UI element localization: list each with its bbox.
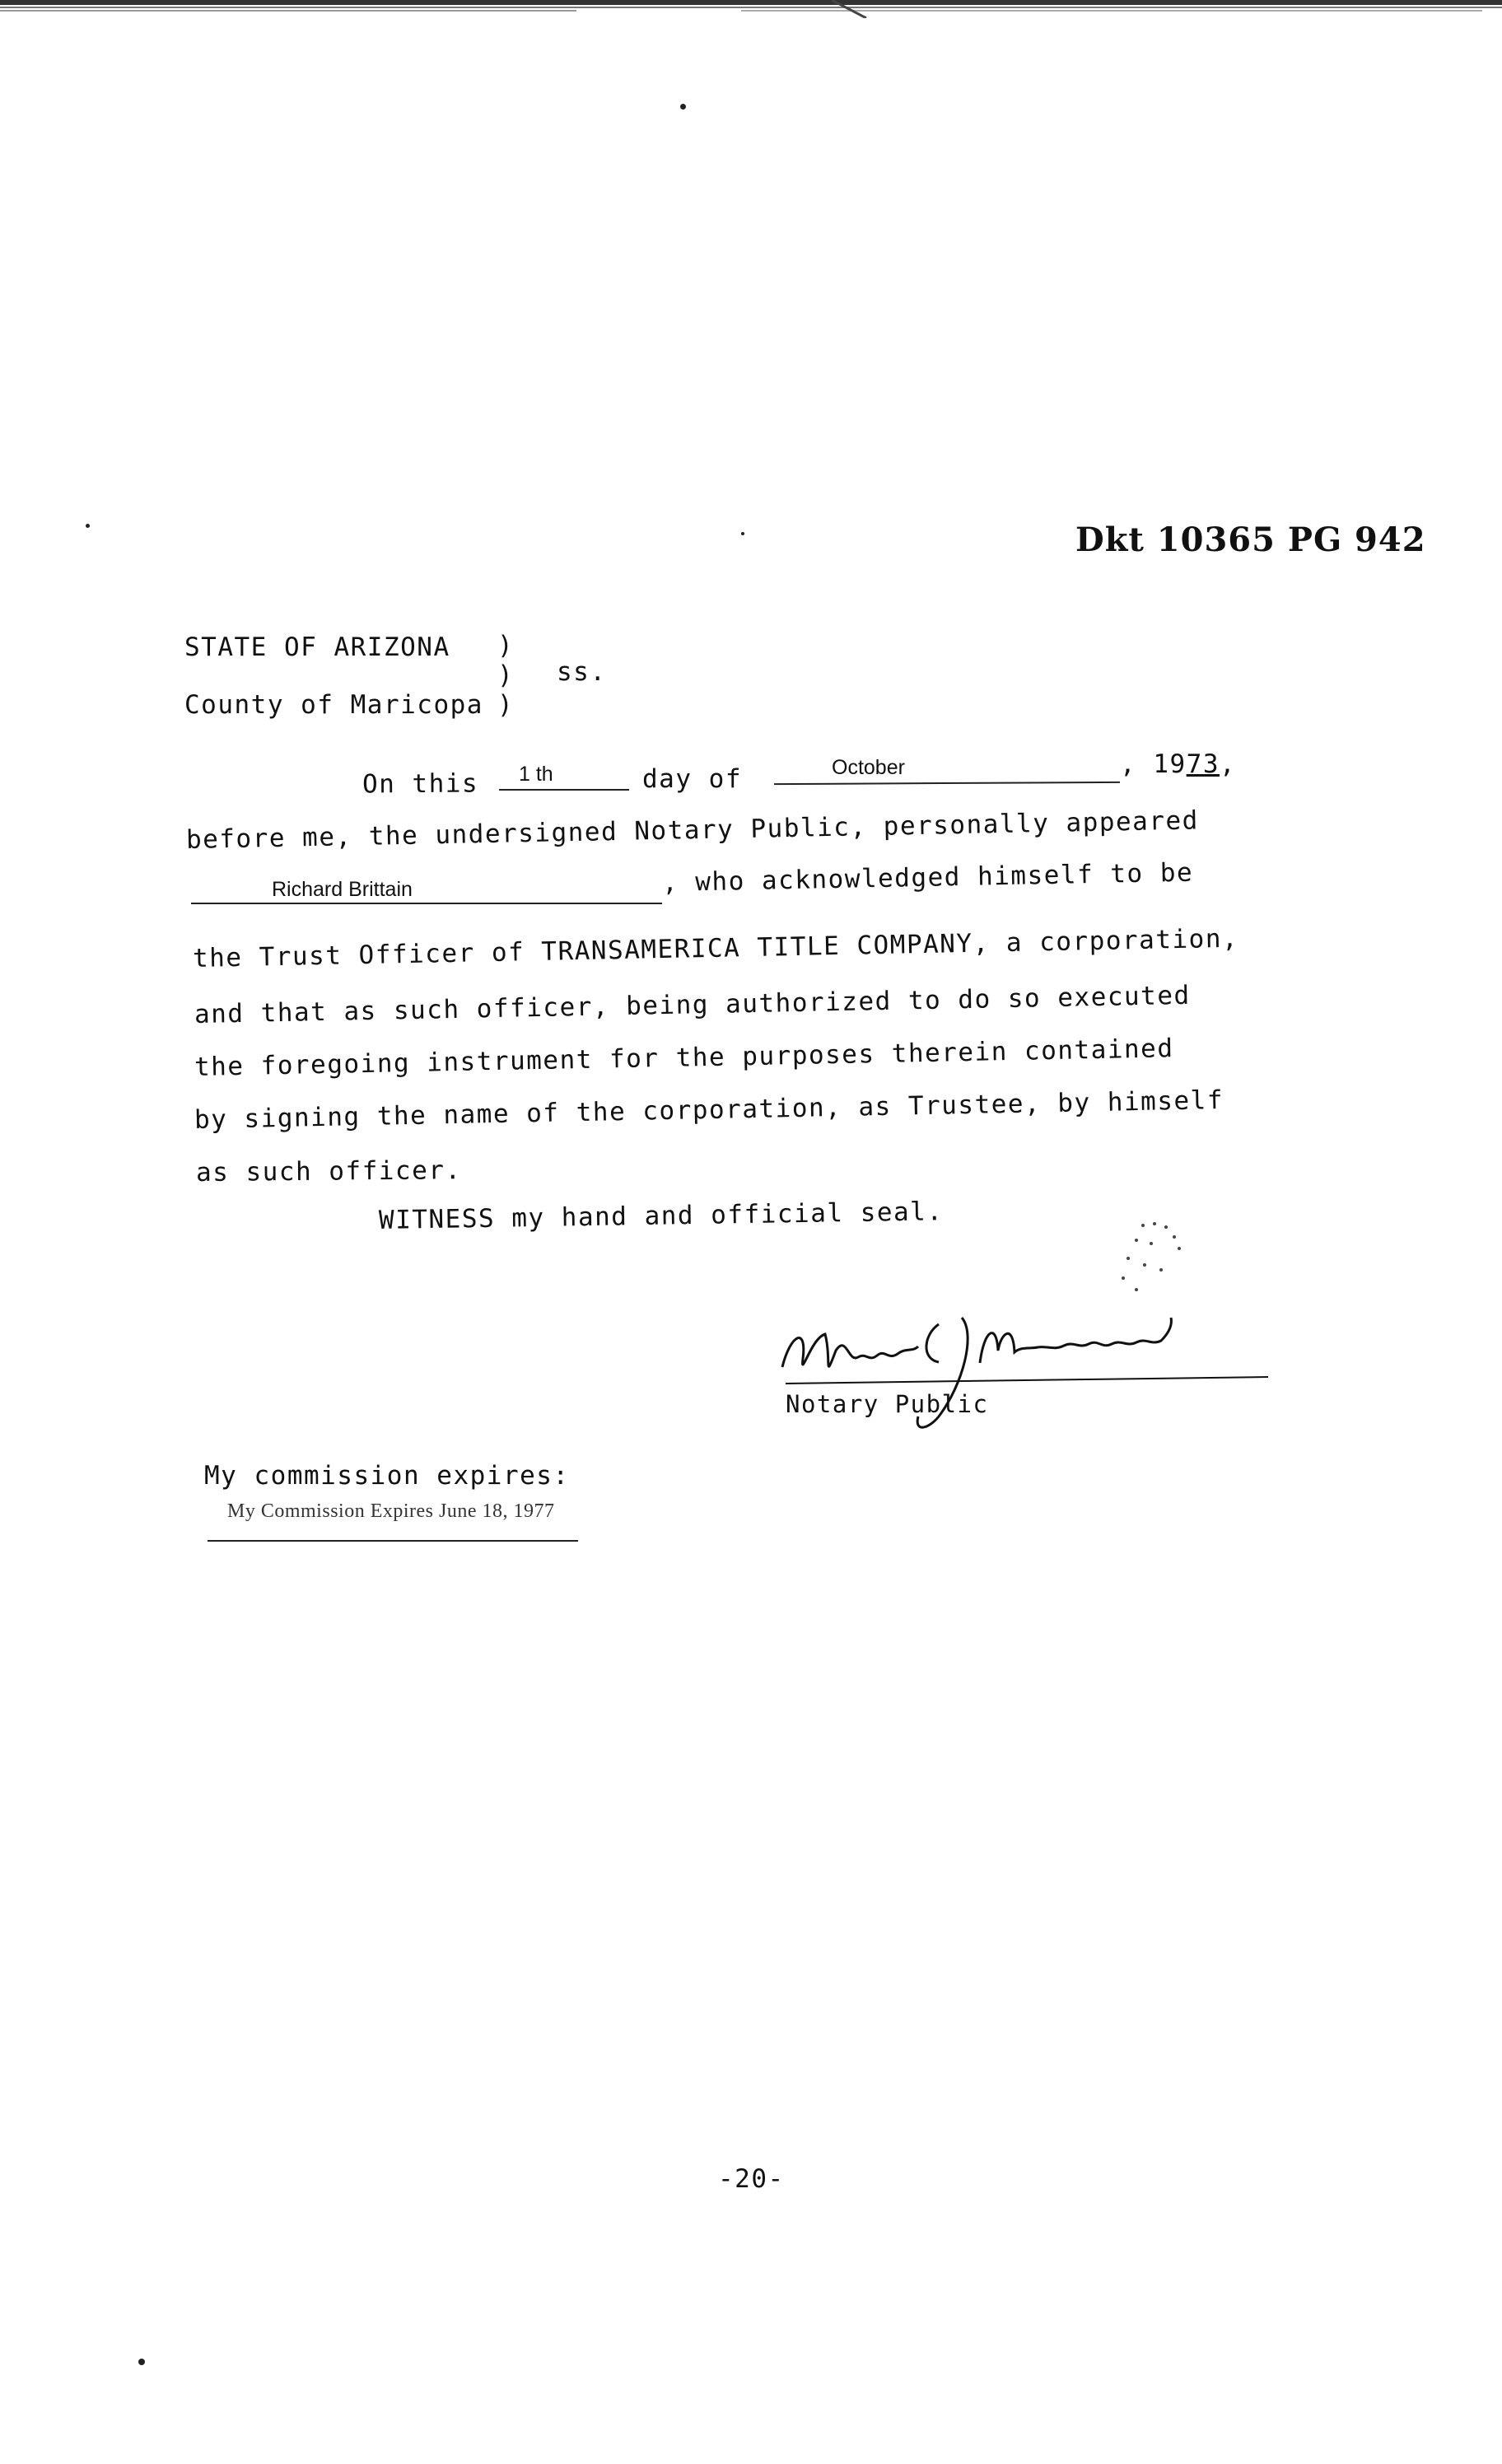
book-page-stamp [1075,520,1426,559]
line-3-rest: , who acknowledged himself to be [661,857,1194,898]
venue-ss: ss. [557,657,607,687]
venue-brace: ) ) ) [497,631,515,720]
year-value: 73 [1186,749,1220,779]
page-number: -20- [718,2164,785,2194]
speck [680,104,686,110]
witness-clause: WITNESS my hand and official seal. [378,1197,944,1235]
filled-name: Richard Brittain [272,878,413,901]
venue-state: STATE OF ARIZONA [184,632,450,662]
line-1-prefix: On this [362,768,479,800]
commission-label: My commission expires: [204,1461,570,1491]
commission-line [208,1540,578,1542]
line-1 [362,769,478,800]
scan-edge-artifact [0,0,1502,18]
notary-public-caption: Notary Public [786,1390,989,1418]
filled-month: October [832,756,905,779]
speck [741,532,744,535]
year-prefix: , 19 [1120,749,1187,779]
line-1-mid: day of [642,764,742,794]
year-end: , [1219,749,1237,779]
line-1-year [1120,749,1236,779]
month-blank-line [774,782,1120,785]
venue-county: County of Maricopa [184,690,483,720]
line-4: the Trust Officer of TRANSAMERICA TITLE COMPANY, a corporation, [192,923,1239,973]
signature-scrawl [774,1301,1285,1449]
notary-signature [774,1301,1285,1453]
line-6: the foregoing instrument for the purposes therein contained [194,1034,1174,1082]
speck [138,2359,145,2365]
line-8: as such officer. [195,1155,462,1188]
line-2: before me, the undersigned Notary Public, personally appeared [185,805,1200,855]
line-5: and that as such officer, being authorized to do so executed [194,980,1191,1029]
filled-day: 1 th [519,763,553,786]
commission-expiry-stamp: My Commission Expires June 18, 1977 [227,1500,555,1522]
book-page-text: Dkt 10365 PG 942 [1075,520,1426,559]
day-blank-line [499,789,629,791]
line-7: by signing the name of the corporation, as Trustee, by himself [194,1085,1224,1135]
name-blank-line [191,903,662,904]
speck [86,524,90,528]
